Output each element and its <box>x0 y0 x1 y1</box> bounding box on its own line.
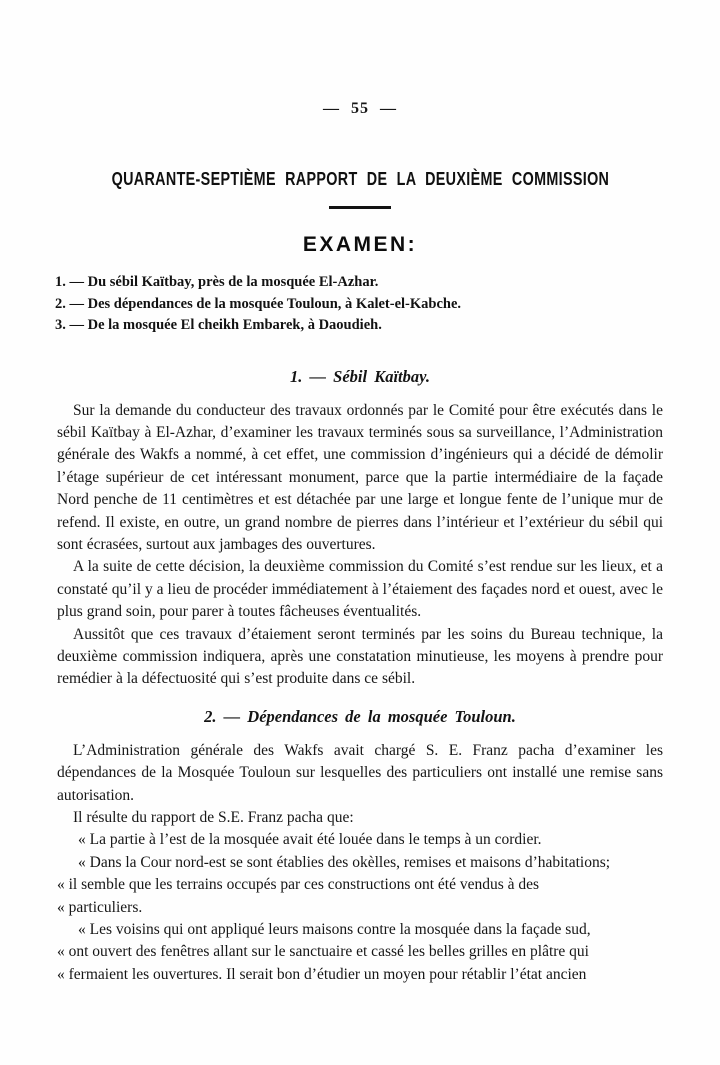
quote-line-3: « il semble que les terrains occupés par ces constructions ont été vendus à des <box>57 876 540 894</box>
quote-line-4: « particuliers. <box>57 898 143 916</box>
section-1-paragraph-2: A la suite de cette décision, la deuxième commission du Comité s’est rendue sur les lieux, et a constaté qu’il y a lieu de procéder immédiatement à l’étaiement des façades nord et ouest, avec le plus grand soin, pour parer à toutes fâcheuses éventualités. <box>57 558 663 621</box>
page-number: — 55 — <box>323 100 397 117</box>
examen-list <box>55 272 663 337</box>
quote-line-2: « Dans la Cour nord-est se sont établies des okèlles, remises et maisons d’habitations; <box>78 853 611 871</box>
section-1-paragraph-3: Aussitôt que ces travaux d’étaiement seront terminés par les soins du Bureau technique, la deuxième commission indiquera, après une constatation minutieuse, les moyens à prendre pour remédier à la défectuosité qui s’est produite dans ce sébil. <box>57 625 663 688</box>
section-1-paragraph-1: Sur la demande du conducteur des travaux ordonnés par le Comité pour être exécutés dans le sébil Kaïtbay à El-Azhar, d’examiner les travaux terminés sous sa surveillance, l’Administration générale des Wakfs a nommé, à cet effet, une commission d’ingénieurs qui a décidé de démolir l’étage supérieur de cet intéressant monument, parce que la partie intermédiaire de la façade Nord penche de 11 centimètres et est détachée par une large et longue fente de l’unique mur de refend. Il existe, en outre, un grand nombre de pierres dans l’intérieur et l’extérieur du sébil qui sont écrasées, surtout aux jambages des ouvertures. <box>57 401 663 553</box>
section-1-body <box>57 400 663 691</box>
examen-item-3: 3. — De la mosquée El cheikh Embarek, à Daoudieh. <box>55 317 382 333</box>
section-2-body <box>57 740 663 986</box>
examen-item-1: 1. — Du sébil Kaïtbay, près de la mosquée El-Azhar. <box>55 274 379 290</box>
report-title-row <box>0 168 720 189</box>
quote-line-1: « La partie à l’est de la mosquée avait été louée dans le temps à un cordier. <box>78 831 542 849</box>
section-2-paragraph-1: L’Administration générale des Wakfs avait chargé S. E. Franz pacha d’examiner les dépendances de la Mosquée Touloun sur lesquelles des particuliers ont installé une remise sans autorisation. <box>57 741 663 804</box>
section-2-heading: 2. — Dépendances de la mosquée Touloun. <box>204 706 516 726</box>
quote-line-5: « Les voisins qui ont appliqué leurs maisons contre la mosquée dans la façade sud, <box>78 921 591 939</box>
quote-line-7: « fermaient les ouvertures. Il serait bon d’étudier un moyen pour rétablir l’état ancien <box>57 965 587 983</box>
title-divider-rule <box>329 206 391 209</box>
examen-item-2: 2. — Des dépendances de la mosquée Touloun, à Kalet-el-Kabche. <box>55 295 462 312</box>
examen-heading: EXAMEN: <box>302 233 418 256</box>
section-1-heading: 1. — Sébil Kaïtbay. <box>290 366 430 386</box>
section-2-paragraph-2: Il résulte du rapport de S.E. Franz pacha que: <box>73 809 354 826</box>
report-title: QUARANTE-SEPTIÈME RAPPORT DE LA DEUXIÈME COMMISSION <box>111 168 609 189</box>
quote-line-6: « ont ouvert des fenêtres allant sur le sanctuaire et cassé les belles grilles en plâtre qui <box>57 943 589 961</box>
